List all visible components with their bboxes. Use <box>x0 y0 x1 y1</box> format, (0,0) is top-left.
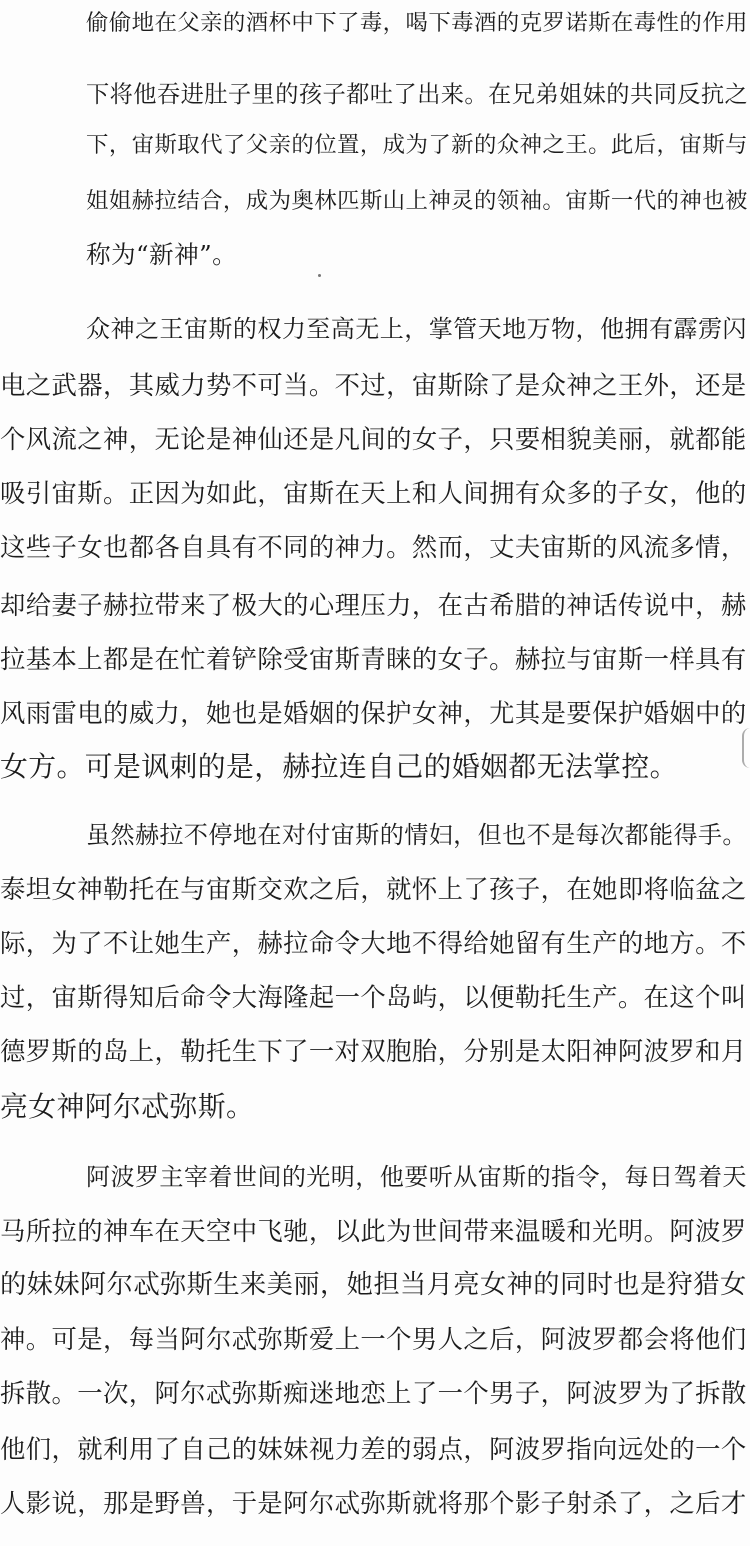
text-line: 过，宙斯得知后命令大海隆起一个岛屿，以便勒托生产。在这个叫 <box>0 982 747 1012</box>
text-line: 拉基本上都是在忙着铲除受宙斯青睐的女子。赫拉与宙斯一样具有 <box>0 644 747 674</box>
text-line: 神。可是，每当阿尔忒弥斯爱上一个男人之后，阿波罗都会将他们 <box>0 1324 747 1354</box>
text-line: 却给妻子赫拉带来了极大的心理压力，在古希腊的神话传说中，赫 <box>0 590 747 620</box>
text-line: 下，宙斯取代了父亲的位置，成为了新的众神之王。此后，宙斯与 <box>86 132 748 158</box>
text-line: 吸引宙斯。正因为如此，宙斯在天上和人间拥有众多的子女，他的 <box>0 478 747 508</box>
text-line: 他们，就利用了自己的妹妹视力差的弱点，阿波罗指向远处的一个 <box>0 1434 747 1464</box>
text-line: 这些子女也都各自具有不同的神力。然而，丈夫宙斯的风流多情， <box>0 532 747 562</box>
text-line: 称为“新神”。 <box>86 240 238 269</box>
scan-edge-mark <box>742 728 750 768</box>
text-line: 德罗斯的岛上，勒托生下了一对双胞胎，分别是太阳神阿波罗和月 <box>0 1036 747 1066</box>
text-line: 阿波罗主宰着世间的光明，他要听从宙斯的指令，每日驾着天 <box>86 1163 747 1191</box>
text-line: 风雨雷电的威力，她也是婚姻的保护女神，尤其是要保护婚姻中的 <box>0 698 747 728</box>
text-line: 马所拉的神车在天空中飞驰，以此为世间带来温暖和光明。阿波罗 <box>0 1216 747 1246</box>
text-line: 泰坦女神勒托在与宙斯交欢之后，就怀上了孩子，在她即将临盆之 <box>0 874 747 904</box>
text-line: 电之武器，其威力势不可当。不过，宙斯除了是众神之王外，还是 <box>0 370 747 400</box>
text-line: 姐姐赫拉结合，成为奥林匹斯山上神灵的领袖。宙斯一代的神也被 <box>86 188 748 214</box>
text-line: 众神之王宙斯的权力至高无上，掌管天地万物，他拥有霹雳闪 <box>86 315 747 343</box>
text-line: 人影说，那是野兽，于是阿尔忒弥斯就将那个影子射杀了，之后才 <box>0 1488 747 1518</box>
text-line: 女方。可是讽刺的是，赫拉连自己的婚姻都无法掌控。 <box>0 750 678 783</box>
scan-speck <box>318 274 321 277</box>
text-line: 虽然赫拉不停地在对付宙斯的情妇，但也不是每次都能得手。 <box>86 821 747 849</box>
text-line: 拆散。一次，阿尔忒弥斯痴迷地恋上了一个男子，阿波罗为了拆散 <box>0 1378 747 1408</box>
text-line: 亮女神阿尔忒弥斯。 <box>0 1090 255 1123</box>
text-line: 际，为了不让她生产，赫拉命令大地不得给她留有生产的地方。不 <box>0 928 747 958</box>
text-line: 的妹妹阿尔忒弥斯生来美丽，她担当月亮女神的同时也是狩猎女 <box>0 1270 747 1300</box>
text-line: 下将他吞进肚子里的孩子都吐了出来。在兄弟姐妹的共同反抗之 <box>86 81 749 108</box>
text-line: 个风流之神，无论是神仙还是凡间的女子，只要相貌美丽，就都能 <box>0 424 747 454</box>
text-line: 偷偷地在父亲的酒杯中下了毒，喝下毒酒的克罗诺斯在毒性的作用 <box>86 10 748 36</box>
